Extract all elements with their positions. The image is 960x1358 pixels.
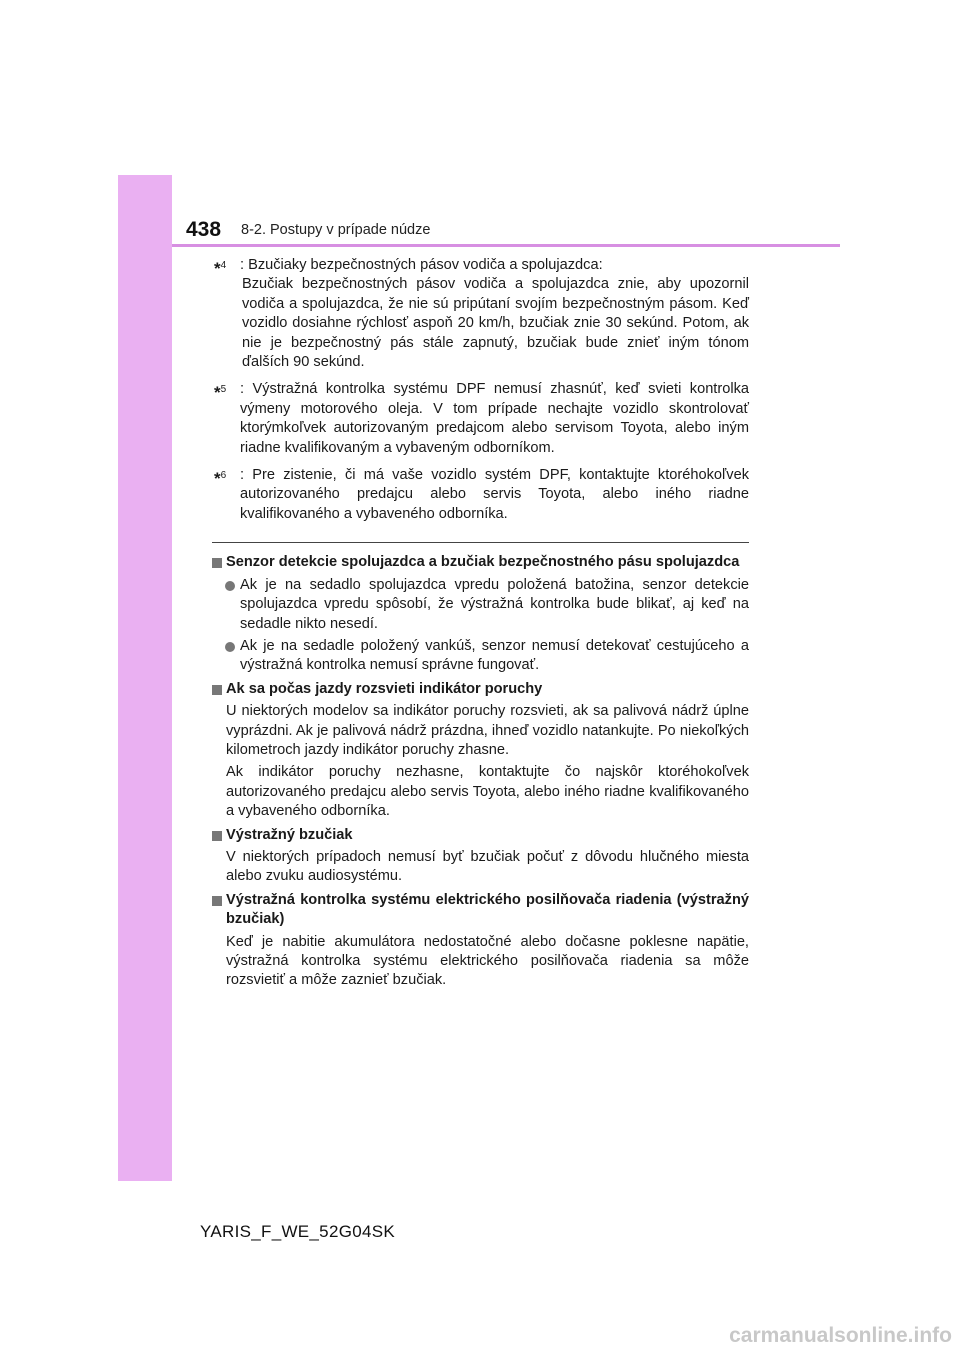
paragraph: V niektorých prípadoch nemusí byť bzučiak počuť z dôvodu hlučného miesta alebo zvuku audiosystému. <box>226 848 749 885</box>
footnote-text: : Výstražná kontrolka systému DPF nemusí zhasnúť, keď svieti kontrolka výmeny motorového oleja. V tom prípade nechajte vozidlo skontrolovať ktorýmkoľvek autorizovaným predajcom alebo servisom Toyota, alebo iným riadne kvalifikovaným a vybaveným odborníkom. <box>240 381 749 456</box>
paragraph: Ak indikátor poruchy nezhasne, kontaktujte čo najskôr ktoréhokoľvek autorizovaného predajcu alebo servis Toyota, alebo iného riadne kvalifikovaného a vybaveného odborníka. <box>226 764 749 820</box>
footnote-5 <box>212 380 749 458</box>
paragraph: Keď je nabitie akumulátora nedostatočné alebo dočasne poklesne napätie, výstražná kontrolka systému elektrického posilňovača riadenia sa môže rozsvietiť a môže zaznieť bzučiak. <box>226 933 749 989</box>
watermark-text[interactable]: carmanualsonline.info <box>729 1324 952 1347</box>
header-rule <box>172 244 840 247</box>
section-heading: Senzor detekcie spolujazdca a bzučiak bezpečnostného pásu spolujazdca <box>212 553 749 572</box>
chapter-sidebar-tab <box>118 175 172 1181</box>
page-number: 438 <box>186 218 222 241</box>
square-bullet-icon <box>212 685 222 695</box>
footnote-text: Bzučiak bezpečnostných pásov vodiča a spolujazdca znie, aby upozornil vodiča a spolujazdca, že nie sú pripútaní svojím bezpečnostným pásom. Keď vozidlo dosiahne rýchlosť aspoň 20 km/h, bzučiak znie 30 sekúnd. Potom, ak nie je bezpečnostný pás stále zapnutý, bzučiak bude znieť iným tónom ďalších 90 sekúnd. <box>242 276 749 371</box>
section-heading: Výstražná kontrolka systému elektrického posilňovača riadenia (výstražný bzučiak) <box>212 891 749 930</box>
square-bullet-icon <box>212 831 222 841</box>
square-bullet-icon <box>212 558 222 568</box>
square-bullet-icon <box>212 896 222 906</box>
section-heading: Výstražný bzučiak <box>212 826 749 845</box>
footnote-marker: *$^4$ <box>214 259 227 278</box>
section-divider <box>212 542 749 543</box>
section-heading: Ak sa počas jazdy rozsvieti indikátor poruchy <box>212 680 749 699</box>
document-id: YARIS_F_WE_52G04SK <box>200 1222 396 1241</box>
footnote-4 <box>212 256 749 372</box>
page-content <box>212 256 749 991</box>
paragraph: U niektorých modelov sa indikátor poruchy rozsvieti, ak sa palivová nádrž úplne vyprázdni. Ak je palivová nádrž prázdna, ihneď vozidlo natankujte. Po niekoľkých kilometroch jazdy indikátor poruchy zhasne. <box>226 703 749 758</box>
list-item: Ak je na sedadlo spolujazdca vpredu položená batožina, senzor detekcie spolujazdca vpredu spôsobí, že výstražná kontrolka bude blikať, aj keď na sedadle nikto nesedí. <box>212 576 749 634</box>
section-title: 8-2. Postupy v prípade núdze <box>241 222 431 238</box>
circle-bullet-icon <box>225 581 235 591</box>
circle-bullet-icon <box>225 642 235 652</box>
footnote-marker: *$^5$ <box>214 383 227 403</box>
footnote-marker: *$^6$ <box>214 469 227 489</box>
list-item: Ak je na sedadle položený vankúš, senzor nemusí detekovať cestujúceho a výstražná kontrolka nemusí správne fungovať. <box>212 637 749 676</box>
footnote-title: : Bzučiaky bezpečnostných pásov vodiča a spolujazdca: <box>240 257 603 273</box>
footnote-text: : Pre zistenie, či má vaše vozidlo systém DPF, kontaktujte ktoréhokoľvek autorizovaného predajcu alebo servis Toyota, alebo iného riadne kvalifikovaného a vybaveného odborníka. <box>240 467 749 522</box>
footnote-6 <box>212 466 749 524</box>
